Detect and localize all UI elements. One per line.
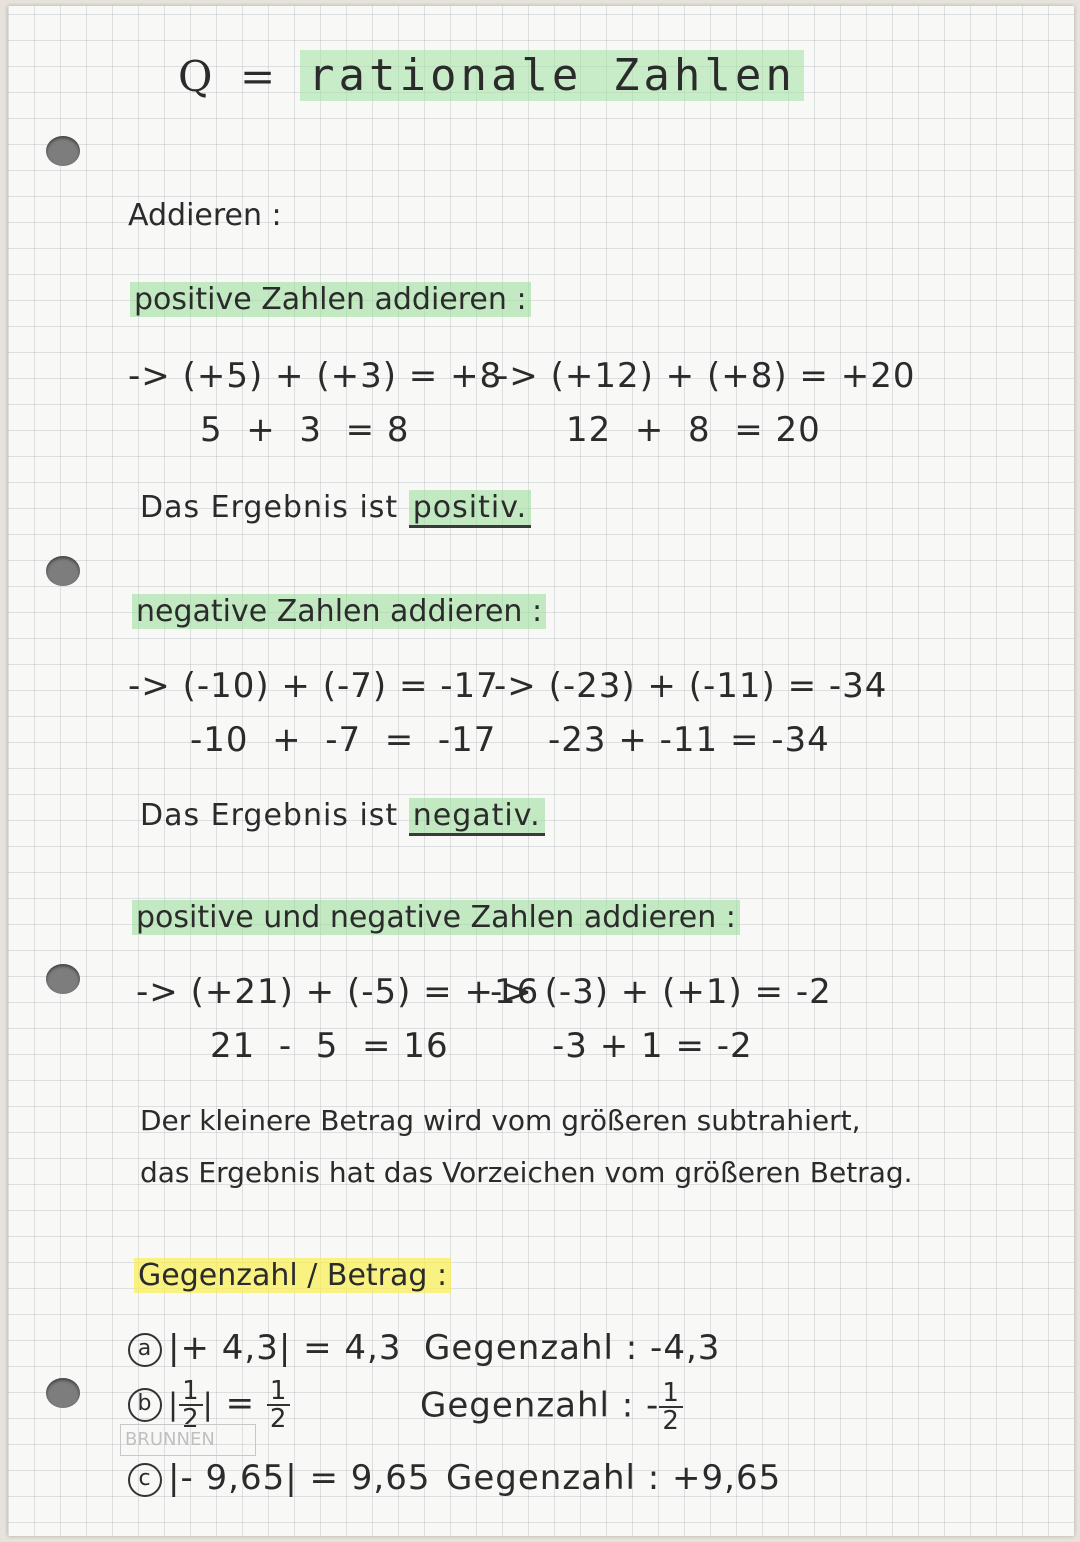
page-title — [300, 50, 804, 101]
negative-example-2: -> (-23) + (-11) = -34 — [494, 666, 888, 706]
gegenzahl-c — [128, 1458, 431, 1498]
positive-example-1: -> (+5) + (+3) = +8 — [128, 356, 503, 396]
punch-hole — [46, 556, 80, 586]
heading-gegenzahl-text: Gegenzahl / Betrag : — [134, 1258, 451, 1293]
fraction-b-value-numerator: 1 — [267, 1378, 291, 1406]
mixed-rule-line-1: Der kleinere Betrag wird vom größeren subtrahiert, — [140, 1104, 861, 1137]
mixed-example-1-simplified: 21 - 5 = 16 — [210, 1026, 449, 1066]
heading-positive — [130, 282, 531, 317]
abs-bar-left: | — [168, 1387, 180, 1423]
title-equals: = — [240, 52, 276, 101]
notebook-page — [8, 6, 1074, 1536]
positive-result-prefix: Das Ergebnis ist — [140, 490, 399, 525]
title-symbol: Q — [178, 52, 213, 101]
mixed-example-1: -> (+21) + (-5) = +16 — [136, 972, 540, 1012]
gegenzahl-a-opposite: Gegenzahl : -4,3 — [424, 1328, 721, 1368]
fraction-b-opposite-denominator: 2 — [662, 1406, 680, 1436]
punch-hole — [46, 136, 80, 166]
negative-result — [140, 798, 545, 833]
positive-example-1-simplified: 5 + 3 = 8 — [200, 410, 410, 450]
fraction-b-opposite — [659, 1380, 683, 1434]
fraction-b-opposite-numerator: 1 — [659, 1380, 683, 1408]
equals-b: = — [213, 1383, 267, 1424]
section-heading-addieren: Addieren : — [128, 198, 282, 233]
fraction-b-value-denominator: 2 — [269, 1404, 288, 1434]
label-c: c — [128, 1463, 162, 1497]
negative-example-1: -> (-10) + (-7) = -17 — [128, 666, 499, 706]
positive-example-2: -> (+12) + (+8) = +20 — [496, 356, 916, 396]
heading-mixed-text: positive und negative Zahlen addieren : — [132, 900, 740, 935]
gegenzahl-a-expr: |+ 4,3| = 4,3 — [168, 1328, 402, 1368]
label-a: a — [128, 1333, 162, 1367]
negative-result-word: negativ. — [409, 798, 545, 836]
fraction-b-denominator: 2 — [182, 1404, 200, 1434]
heading-negative — [132, 594, 546, 629]
gegenzahl-a — [128, 1328, 401, 1368]
abs-bar-right: | — [202, 1387, 214, 1423]
mixed-example-2: -> (-3) + (+1) = -2 — [490, 972, 832, 1012]
punch-hole — [46, 1378, 80, 1408]
title-text: rationale Zahlen — [300, 50, 804, 101]
gegenzahl-b-opposite — [420, 1380, 683, 1434]
gegenzahl-c-opposite: Gegenzahl : +9,65 — [446, 1458, 782, 1498]
heading-positive-text: positive Zahlen addieren : — [130, 282, 531, 317]
positive-result — [140, 490, 531, 525]
positive-result-word: positiv. — [409, 490, 531, 528]
gegenzahl-b-opposite-label: Gegenzahl : - — [420, 1385, 660, 1426]
fraction-b-value — [267, 1378, 291, 1432]
punch-hole — [46, 964, 80, 994]
negative-example-1-simplified: -10 + -7 = -17 — [190, 720, 497, 760]
gegenzahl-c-expr: |- 9,65| = 9,65 — [168, 1458, 431, 1498]
brand-watermark: BRUNNEN — [120, 1424, 256, 1456]
negative-example-2-simplified: -23 + -11 = -34 — [548, 720, 830, 760]
positive-example-2-simplified: 12 + 8 = 20 — [566, 410, 821, 450]
mixed-example-2-simplified: -3 + 1 = -2 — [552, 1026, 753, 1066]
heading-negative-text: negative Zahlen addieren : — [132, 594, 546, 629]
heading-mixed — [132, 900, 740, 935]
label-b: b — [128, 1388, 162, 1422]
mixed-rule-line-2: das Ergebnis hat das Vorzeichen vom größeren Betrag. — [140, 1156, 913, 1189]
heading-gegenzahl — [134, 1258, 451, 1293]
fraction-b-numerator: 1 — [179, 1378, 203, 1406]
negative-result-prefix: Das Ergebnis ist — [140, 798, 399, 833]
